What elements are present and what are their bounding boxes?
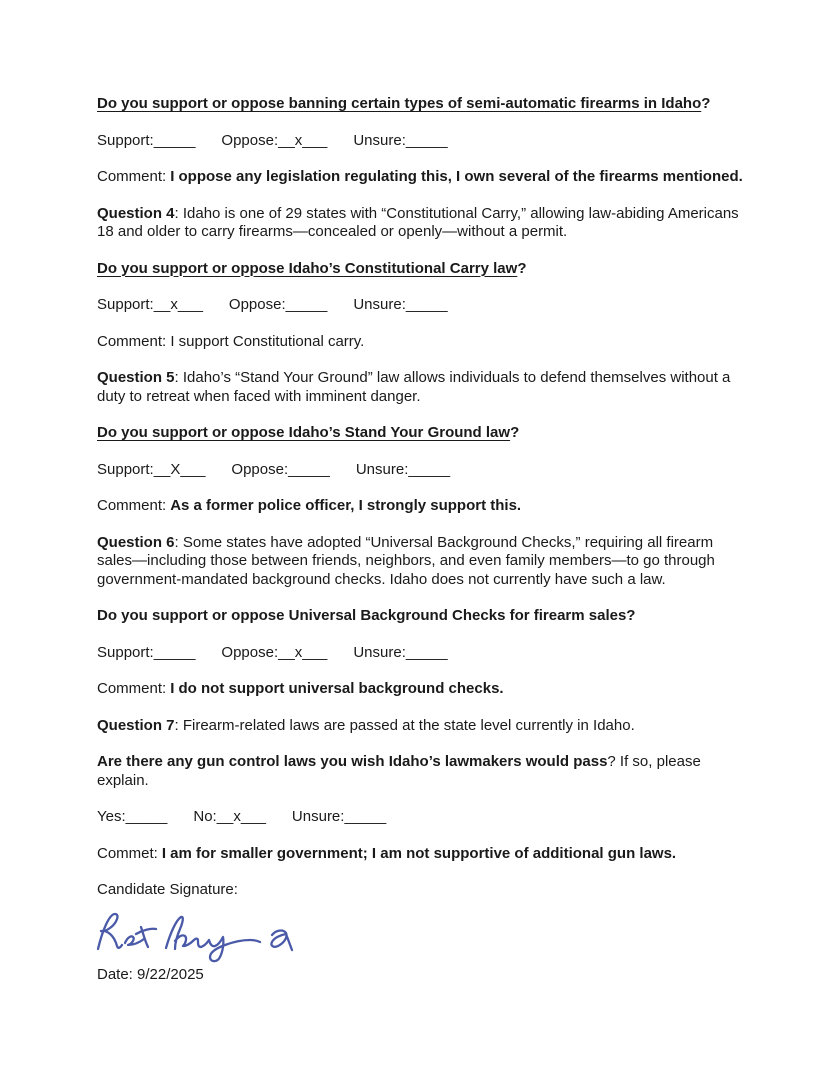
q7-prompt-tail: ? If so, please explain. xyxy=(97,753,701,789)
q6-prompt xyxy=(97,607,745,626)
signature-image xyxy=(94,902,306,964)
q6-comment xyxy=(97,680,745,699)
q3-support-blank: Support:_____ xyxy=(97,131,196,149)
q4-comment: Comment: I support Constitutional carry. xyxy=(97,332,365,350)
q6-intro-text: : Some states have adopted “Universal Background Checks,” requiring all firearm sales—including those between friends, neighbors, and even family members—to go through government-mandated background checks. Idaho does not currently have such a law. xyxy=(97,533,715,588)
date-line: Date: 9/22/2025 xyxy=(97,965,204,983)
q7-comment-text: I am for smaller government; I am not supportive of additional gun laws. xyxy=(161,844,677,862)
q7-answer-line xyxy=(97,808,745,827)
q6-comment-text: I do not support universal background checks. xyxy=(170,680,504,697)
signature-stroke xyxy=(98,914,156,949)
q3-prompt xyxy=(97,95,745,114)
q5-support-blank: Support:__X___ xyxy=(97,460,206,478)
q7-number: Question 7 xyxy=(97,716,175,734)
q7-comment xyxy=(97,845,745,864)
q3-comment xyxy=(97,168,745,187)
q5-comment-label: Comment: xyxy=(97,497,167,514)
q5-prompt xyxy=(97,424,745,443)
q4-unsure-blank: Unsure:_____ xyxy=(353,296,448,313)
q7-unsure-blank: Unsure:_____ xyxy=(291,808,387,825)
q6-prompt-text: Do you support or oppose Universal Background Checks for firearm sales? xyxy=(97,607,636,624)
q4-answer-line xyxy=(97,296,745,315)
q3-comment-text: I oppose any legislation regulating this, I own several of the firearms mentioned. xyxy=(170,168,743,185)
q5-answer-line xyxy=(97,461,745,480)
q3-oppose-blank: Oppose:__x___ xyxy=(221,131,328,149)
q4-prompt-text: Do you support or oppose Idaho’s Constitutional Carry law xyxy=(97,259,518,277)
q7-intro xyxy=(97,717,745,736)
q4-support-blank: Support:__x___ xyxy=(97,296,203,313)
q4-intro xyxy=(97,205,745,242)
signature-stroke xyxy=(166,916,260,960)
q5-prompt-qmark: ? xyxy=(510,424,520,441)
q6-comment-label: Comment: xyxy=(97,680,167,697)
q3-prompt-qmark: ? xyxy=(701,95,711,112)
q7-prompt xyxy=(97,753,745,790)
q7-intro-text: : Firearm-related laws are passed at the state level currently in Idaho. xyxy=(174,716,635,734)
q4-prompt xyxy=(97,260,745,279)
q6-number: Question 6 xyxy=(97,533,175,551)
q7-comment-label: Commet: xyxy=(97,844,158,862)
questionnaire-body xyxy=(97,95,745,984)
signature-stroke xyxy=(271,930,292,949)
q3-prompt-text: Do you support or oppose banning certain types of semi-automatic firearms in Idaho xyxy=(97,95,702,112)
q4-intro-text: : Idaho is one of 29 states with “Constitutional Carry,” allowing law-abiding Americans 18 and older to carry firearms—concealed or openly—without a permit. xyxy=(97,204,739,240)
q3-comment-label: Comment: xyxy=(97,168,167,185)
q6-intro xyxy=(97,534,745,590)
q6-answer-line xyxy=(97,644,745,663)
q4-number: Question 4 xyxy=(97,204,175,222)
q4-prompt-qmark: ? xyxy=(517,259,527,277)
q5-intro-text: : Idaho’s “Stand Your Ground” law allows individuals to defend themselves without a duty to retreat when faced with imminent danger. xyxy=(97,369,731,405)
q6-support-blank: Support:_____ xyxy=(97,643,196,661)
q5-intro xyxy=(97,369,745,406)
q5-comment-text: As a former police officer, I strongly support this. xyxy=(170,497,522,514)
q5-oppose-blank: Oppose:_____ xyxy=(231,460,330,478)
q7-no-blank: No:__x___ xyxy=(193,808,266,825)
q3-answer-line xyxy=(97,132,745,151)
q5-number: Question 5 xyxy=(97,369,175,386)
q5-prompt-text: Do you support or oppose Idaho’s Stand Your Ground law xyxy=(97,424,511,441)
candidate-signature-label: Candidate Signature: xyxy=(97,881,238,898)
q5-unsure-blank: Unsure:_____ xyxy=(355,460,451,478)
q6-unsure-blank: Unsure:_____ xyxy=(353,643,448,661)
q5-comment xyxy=(97,497,745,516)
q3-unsure-blank: Unsure:_____ xyxy=(353,131,448,149)
q6-oppose-blank: Oppose:__x___ xyxy=(221,643,328,661)
q7-prompt-text: Are there any gun control laws you wish Idaho’s lawmakers would pass xyxy=(97,753,608,770)
q7-yes-blank: Yes:_____ xyxy=(97,808,168,825)
q4-oppose-blank: Oppose:_____ xyxy=(228,296,328,313)
